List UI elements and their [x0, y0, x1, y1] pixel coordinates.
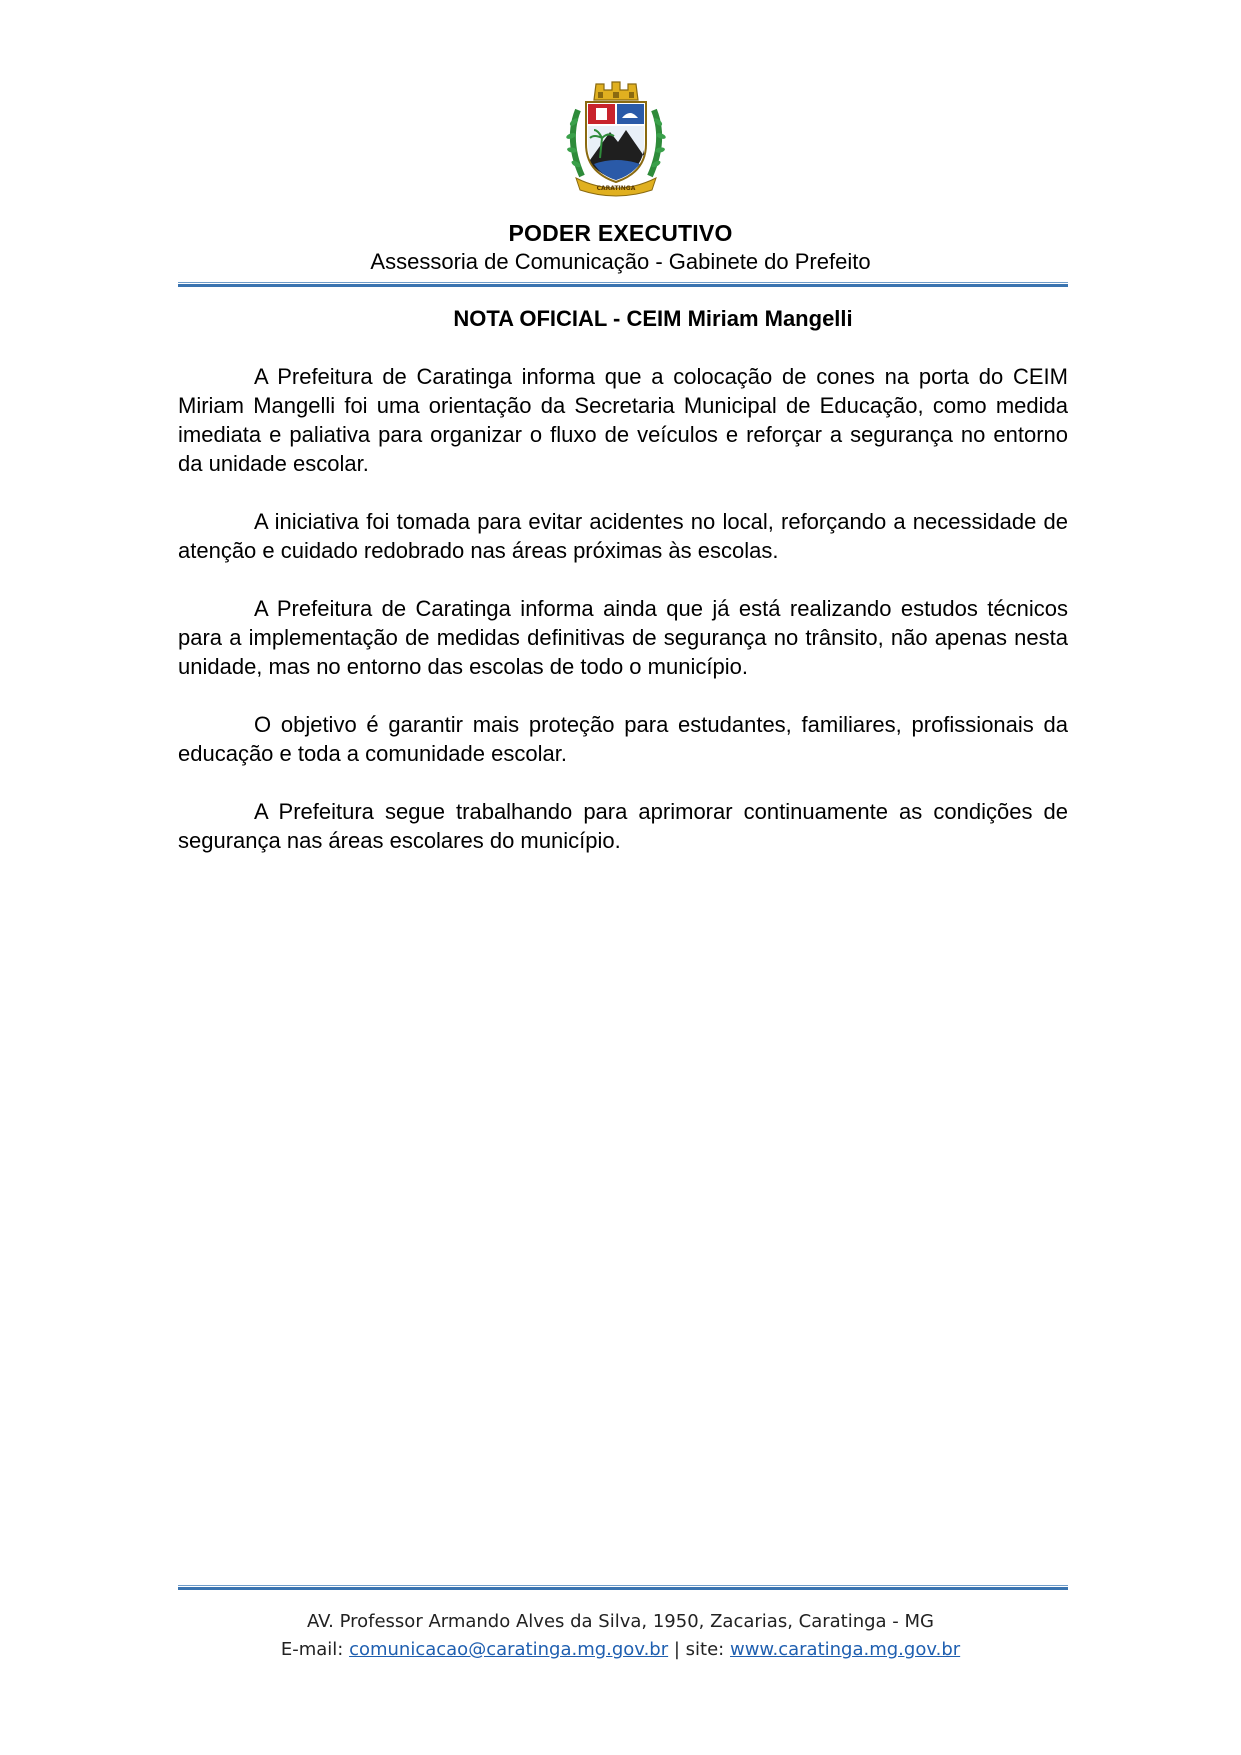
document-title: NOTA OFICIAL - CEIM Miriam Mangelli	[453, 306, 853, 331]
paragraph: A Prefeitura de Caratinga informa que a colocação de cones na porta do CEIM Miriam Mangelli foi uma orientação da Secretaria Municipal de Educação, como medida imediata e paliativa para organizar o fluxo de veículos e reforçar a segurança no entorno da unidade escolar.	[178, 364, 1068, 476]
header-title: PODER EXECUTIVO	[508, 220, 733, 246]
header-subtitle: Assessoria de Comunicação - Gabinete do Prefeito	[370, 249, 871, 274]
header-divider	[178, 282, 1068, 287]
footer-address: AV. Professor Armando Alves da Silva, 1950, Zacarias, Caratinga - MG	[306, 1611, 935, 1632]
paragraph: A Prefeitura segue trabalhando para aprimorar continuamente as condições de segurança nas áreas escolares do município.	[178, 799, 1068, 853]
email-link[interactable]: comunicacao@caratinga.mg.gov.br	[349, 1639, 669, 1660]
footer-contact-line	[0, 1636, 1241, 1664]
site-label: site:	[685, 1639, 725, 1660]
paragraph: A iniciativa foi tomada para evitar acidentes no local, reforçando a necessidade de atenção e cuidado redobrado nas áreas próximas às escolas.	[178, 509, 1068, 563]
footer-divider	[178, 1585, 1068, 1590]
paragraph: A Prefeitura de Caratinga informa ainda que já está realizando estudos técnicos para a implementação de medidas definitivas de segurança no trânsito, não apenas nesta unidade, mas no entorno das escolas de todo o município.	[178, 596, 1068, 679]
paragraph: O objetivo é garantir mais proteção para estudantes, familiares, profissionais da educação e toda a comunidade escolar.	[178, 712, 1068, 766]
crest-ribbon-text: CARATINGA	[596, 185, 636, 192]
municipal-coat-of-arms	[560, 80, 672, 198]
email-label: E-mail:	[280, 1639, 344, 1660]
document-body	[178, 362, 1068, 884]
site-link[interactable]: www.caratinga.mg.gov.br	[729, 1639, 961, 1660]
contact-separator: |	[673, 1639, 680, 1660]
footer	[0, 1608, 1241, 1664]
